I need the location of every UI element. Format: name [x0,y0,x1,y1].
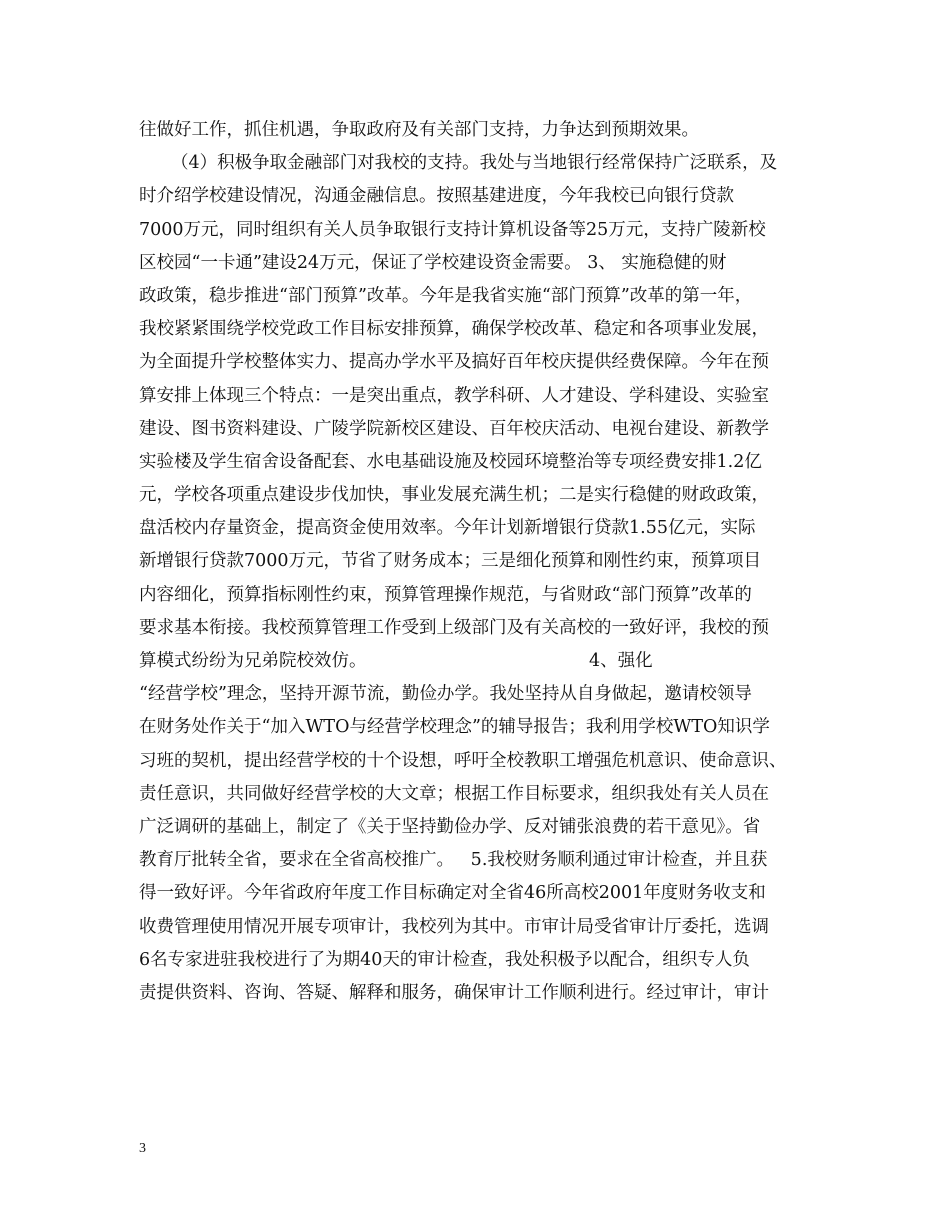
body-text [139,114,829,1010]
text-line: 责提供资料、咨询、答疑、解释和服务，确保审计工作顺利进行。经过审计，审计 [139,982,769,1003]
text-line: 在财务处作关于“加入WTO与经营学校理念”的辅导报告；我利用学校WTO知识学 [139,717,770,738]
text-line: 建设、图书资料建设、广陵学院新校区建设、百年校庆活动、电视台建设、新教学 [139,418,769,439]
text-line: 算安排上体现三个特点：一是突出重点，教学科研、人才建设、学科建设、实验室 [139,385,769,406]
text-line: 得一致好评。今年省政府年度工作目标确定对全省46所高校2001年度财务收支和 [139,883,766,904]
text-line: 区校园“一卡通”建设24万元，保证了学校建设资金需要。 3、 实施稳健的财 [139,252,727,273]
text-line: 为全面提升学校整体实力、提高办学水平及搞好百年校庆提供经费保障。今年在预 [139,352,769,373]
page-number: 3 [139,1141,146,1156]
text-line: 习班的契机，提出经营学校的十个设想，呼吁全校教职工增强危机意识、使命意识、 [139,750,787,771]
text-line: 元，学校各项重点建设步伐加快，事业发展充满生机；二是实行稳健的财政政策， [139,485,769,506]
text-line: 教育厅批转全省，要求在全省高校推广。 5.我校财务顺利通过审计检查，并且获 [139,850,768,871]
text-line: 新增银行贷款7000万元，节省了财务成本；三是细化预算和刚性约束，预算项目 [139,551,762,572]
text-line: 我校紧紧围绕学校党政工作目标安排预算，确保学校改革、稳定和各项事业发展， [139,319,769,340]
text-line: 时介绍学校建设情况，沟通金融信息。按照基建进度，今年我校已向银行贷款 [139,186,734,207]
text-line: 实验楼及学生宿舍设备配套、水电基础设施及校园环境整治等专项经费安排1.2亿 [139,451,762,472]
text-line: 算模式纷纷为兄弟院校效仿。 4、强化 [139,651,653,671]
text-line: 政政策，稳步推进“部门预算”改革。今年是我省实施“部门预算”改革的第一年， [139,285,753,306]
text-line: “经营学校”理念，坚持开源节流，勤俭办学。我处坚持从自身做起，邀请校领导 [139,684,752,705]
text-line: 责任意识，共同做好经营学校的大文章；根据工作目标要求，组织我处有关人员在 [139,783,769,804]
text-line: 要求基本衔接。我校预算管理工作受到上级部门及有关高校的一致好评，我校的预 [139,617,769,638]
text-line: 收费管理使用情况开展专项审计，我校列为其中。市审计局受省审计厅委托，选调 [139,916,769,937]
text-line: 内容细化，预算指标刚性约束，预算管理操作规范，与省财政“部门预算”改革的 [139,584,752,605]
text-line: （4）积极争取金融部门对我校的支持。我处与当地银行经常保持广泛联系，及 [171,153,778,174]
text-line: 盘活校内存量资金，提高资金使用效率。今年计划新增银行贷款1.55亿元，实际 [139,518,756,539]
text-line: 广泛调研的基础上，制定了《关于坚持勤俭办学、反对铺张浪费的若干意见》。省 [139,816,761,837]
text-line: 6名专家进驻我校进行了为期40天的审计检查，我处积极予以配合，组织专人负 [139,949,750,970]
text-line: 7000万元，同时组织有关人员争取银行支持计算机设备等25万元，支持广陵新校 [139,219,766,240]
text-line: 往做好工作，抓住机遇，争取政府及有关部门支持，力争达到预期效果。 [139,120,699,140]
